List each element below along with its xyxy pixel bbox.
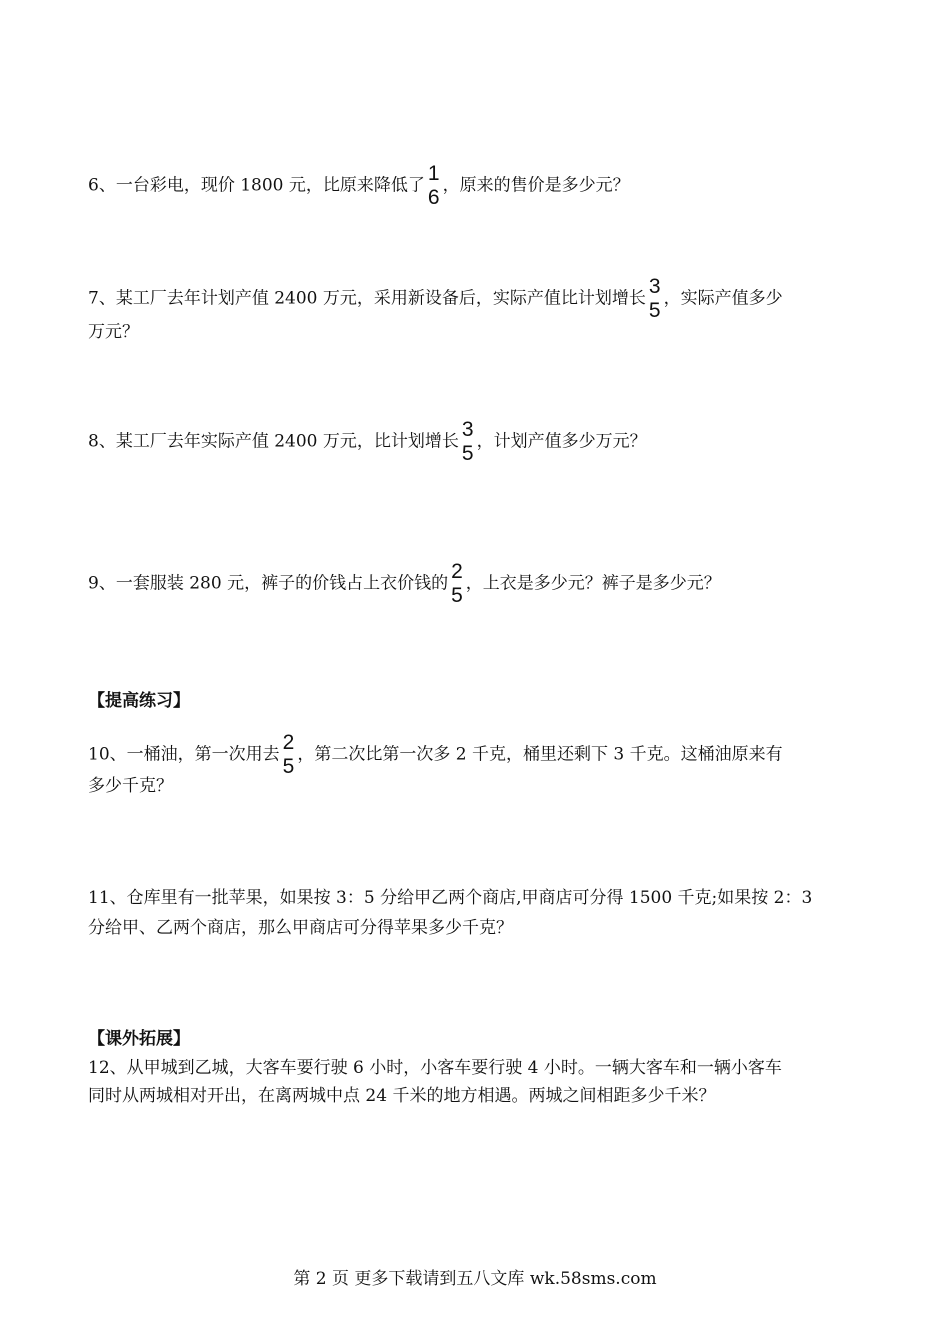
problem-12-line-2: 同时从两城相对开出，在离两城中点 24 千米的地方相遇。两城之间相距多少千米？ (88, 1086, 716, 1106)
problem-11-line-2: 分给甲、乙两个商店，那么甲商店可分得苹果多少千克？ (88, 918, 513, 938)
problem-8-text-after: ，计划产值多少万元？ (476, 431, 647, 452)
problem-7-line-2: 万元？ (88, 322, 139, 342)
problem-10-text-before: 10、一桶油，第一次用去 (88, 744, 280, 765)
problem-10-line-2: 多少千克？ (88, 776, 173, 796)
section-heading-advanced: 【提高练习】 (88, 691, 190, 711)
fraction (451, 560, 463, 608)
fraction-denominator: 6 (427, 186, 440, 209)
fraction-numerator: 2 (451, 560, 463, 583)
problem-7-text-after: ，实际产值多少 (663, 288, 783, 309)
problem-7-text-before: 7、某工厂去年计划产值 2400 万元，采用新设备后，实际产值比计划增长 (88, 288, 646, 309)
fraction (462, 418, 474, 466)
fraction-numerator: 3 (648, 275, 661, 298)
fraction-denominator: 5 (461, 442, 474, 465)
problem-9-text-before: 9、一套服装 280 元，裤子的价钱占上衣价钱的 (88, 573, 449, 594)
problem-6 (88, 162, 630, 210)
problem-9 (88, 560, 721, 608)
problem-11-line-1: 11、仓库里有一批苹果，如果按 3：5 分给甲乙两个商店,甲商店可分得 1500 千克;如果按 2：3 (88, 888, 813, 908)
problem-8 (88, 418, 647, 466)
fraction-denominator: 5 (282, 755, 295, 778)
page-footer: 第 2 页 更多下载请到五八文库 wk.58sms.com (293, 1269, 657, 1289)
fraction-denominator: 5 (451, 584, 463, 607)
problem-10 (88, 731, 783, 779)
problem-6-text-after: ，原来的售价是多少元？ (442, 175, 630, 196)
problem-6-text-before: 6、一台彩电，现价 1800 元，比原来降低了 (88, 175, 425, 196)
fraction-numerator: 1 (427, 162, 440, 185)
fraction (649, 275, 661, 323)
fraction (428, 162, 440, 210)
fraction-denominator: 5 (648, 299, 661, 322)
section-heading-extension: 【课外拓展】 (88, 1029, 190, 1049)
problem-8-text-before: 8、某工厂去年实际产值 2400 万元，比计划增长 (88, 431, 459, 452)
problem-10-text-after: ，第二次比第一次多 2 千克，桶里还剩下 3 千克。这桶油原来有 (297, 744, 783, 765)
fraction-numerator: 3 (461, 418, 474, 441)
problem-9-text-after: ，上衣是多少元？裤子是多少元？ (465, 573, 721, 594)
problem-12-line-1: 12、从甲城到乙城，大客车要行驶 6 小时，小客车要行驶 4 小时。一辆大客车和一辆小客车 (88, 1058, 782, 1078)
fraction-numerator: 2 (282, 731, 295, 754)
fraction (283, 731, 295, 779)
problem-7 (88, 275, 783, 323)
